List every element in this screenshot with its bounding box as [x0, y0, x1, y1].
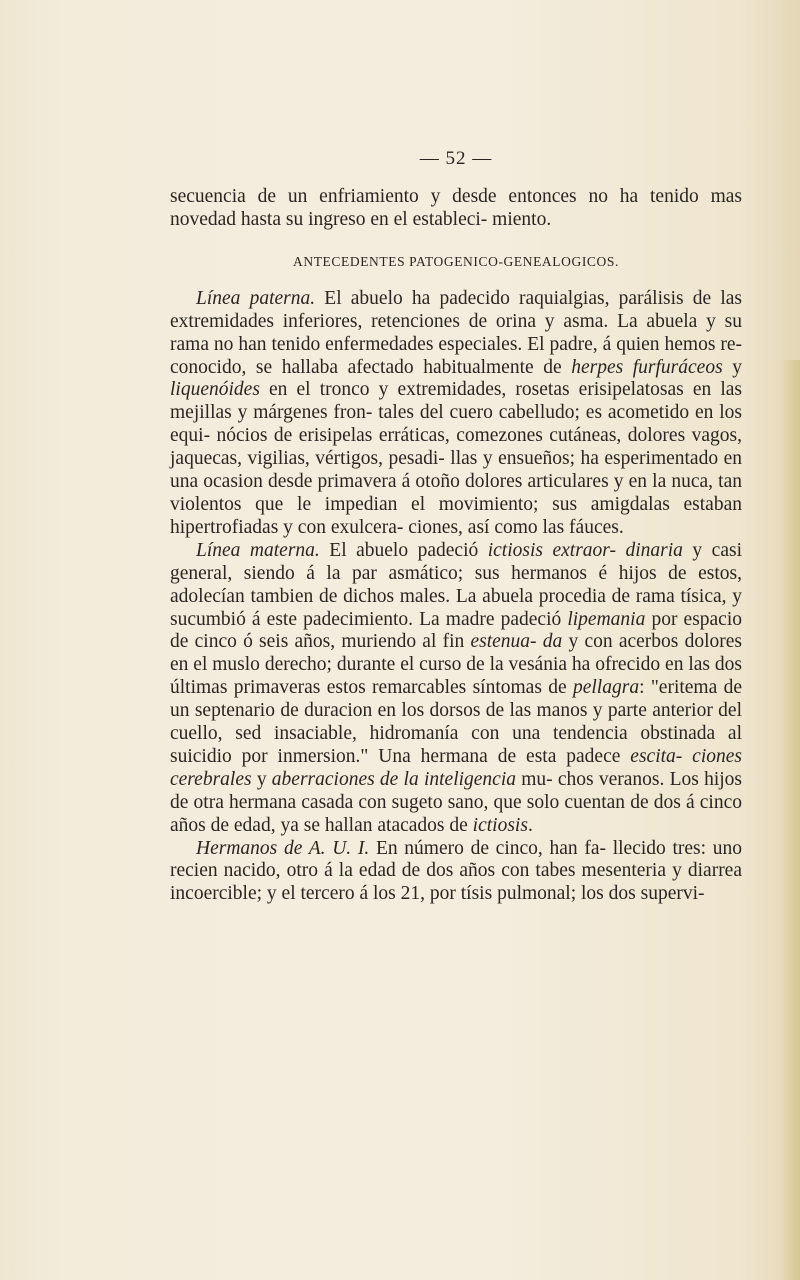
maternal-text-7: mu- chos veranos. Los hijos de otra hermana casada con sugeto sano, que solo cuentan de dos á cinco años de edad, ya se hallan atacados de	[170, 768, 742, 836]
maternal-text-2: y casi general, siendo á la par asmático; sus hermanos é hijos de estos, adolecían tambien de dichos males. La abuela procedia de rama tísica, y sucumbió á este padecimiento. La madre padeció	[170, 539, 742, 630]
maternal-line-label: Línea materna.	[196, 539, 320, 561]
maternal-text-6: y	[251, 768, 272, 790]
paternal-text-2: y	[722, 356, 742, 378]
section-heading: ANTECEDENTES PATOGENICO-GENEALOGICOS.	[293, 253, 619, 269]
paternal-line-label: Línea paterna.	[196, 287, 316, 309]
siblings-text-1: En número de cinco, han fa- llecido tres: uno recien nacido, otro á la edad de dos años con tabes mesenteria y diarrea incoercible; y el tercero á los 21, por tísis pulmonal; los dos supervi-	[170, 837, 742, 905]
siblings-label: Hermanos de A. U. I.	[196, 837, 370, 859]
maternal-term-aberraciones: aberraciones de la inteligencia	[271, 768, 517, 790]
maternal-text-5: : "eritema de un septenario de duracion en los dorsos de las manos y parte anterior del cuello, sed insaciable, hidromanía con una tendencia obstinada al suicidio por inmersion." Una hermana de esta padece	[170, 677, 742, 767]
paternal-term-liquenoides: liquenóides	[170, 379, 260, 401]
maternal-text-3: por espacio de cinco ó seis años, muriendo al fin	[170, 608, 743, 653]
paternal-term-herpes: herpes furfuráceos	[571, 356, 723, 378]
siblings-paragraph	[170, 838, 742, 907]
maternal-text-4: y con acerbos dolores en el muslo derecho; durante el curso de la vesánia ha ofrecido en las dos últimas primaveras estos remarcables síntomas de	[170, 631, 742, 699]
maternal-term-estenuada: estenua- da	[470, 631, 563, 653]
maternal-text-8: .	[527, 814, 533, 836]
maternal-term-ictiosis: ictiosis extraor- dinaria	[487, 539, 683, 561]
paternal-text-1: El abuelo ha padecido raquialgias, parálisis de las extremidades inferiores, retenciones de orina y asma. La abuela y su rama no han tenido enfermedades especiales. El padre, á quien hemos re- conocido, se hallaba afectado habitualmente de	[170, 287, 742, 378]
paternal-text-3: en el tronco y extremidades, rosetas erisipelatosas en las mejillas y márgenes fron- tales del cuero cabelludo; es acometido en los equi- nócios de erisipelas erráticas, comezones cutáneas, dolores vagos, jaquecas, vigilias, vértigos, pesadi- llas y ensueños; ha esperimentado en una ocasion desde primavera á otoño dolores articulares y en la nuca, tan violentos que le impedian el movimiento; sus amigdalas estaban hipertrofiadas y con exulcera- ciones, así como las fáuces.	[170, 379, 742, 538]
text-block	[170, 148, 742, 906]
maternal-term-pellagra: pellagra	[572, 677, 640, 699]
paternal-line-paragraph	[170, 288, 742, 540]
maternal-text-1: El abuelo padeció	[319, 539, 488, 561]
intro-paragraph: secuencia de un enfriamiento y desde entonces no ha tenido mas novedad hasta su ingreso en el estableci- miento.	[170, 186, 742, 230]
maternal-term-escitaciones: escita- ciones cerebrales	[170, 745, 742, 790]
page-number: — 52 —	[419, 148, 493, 169]
page-edge-stain	[780, 360, 800, 1280]
maternal-term-lipemania: lipemania	[567, 608, 646, 630]
maternal-term-ictiosis-2: ictiosis	[472, 814, 528, 836]
maternal-line-paragraph	[170, 540, 742, 838]
